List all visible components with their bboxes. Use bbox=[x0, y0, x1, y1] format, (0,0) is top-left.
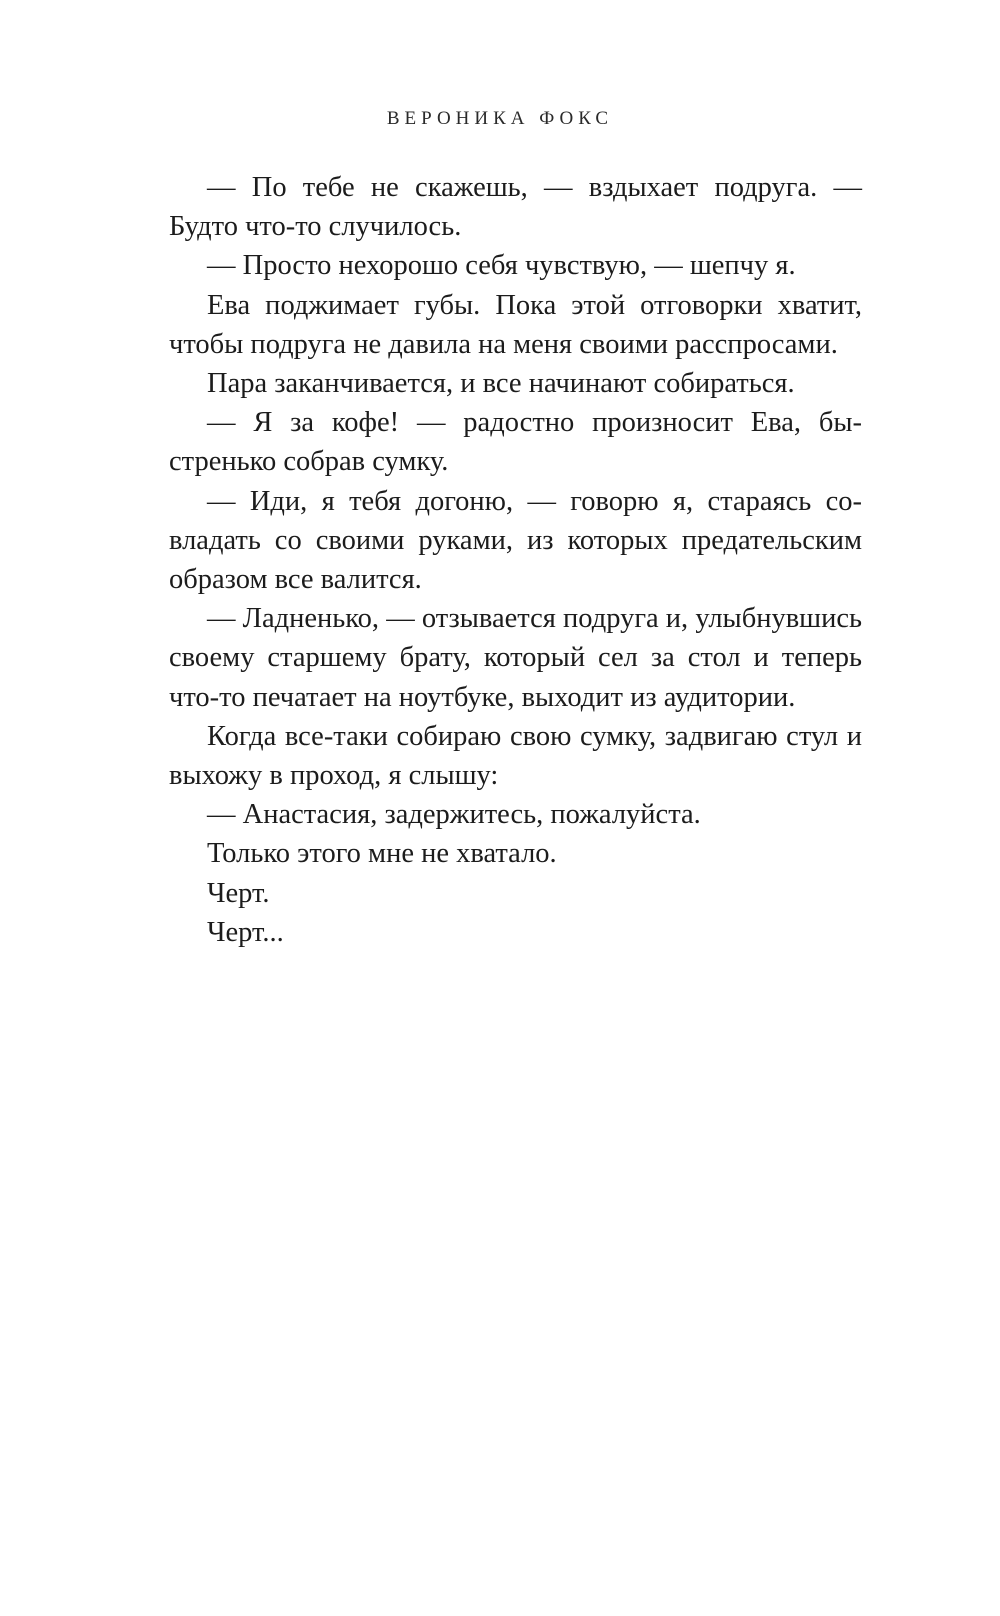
paragraph: — Ладненько, — отзывается подруга и, улыбнувшись своему старшему брату, который сел за стол и теперь что-то печатает на ноутбуке, выходит из аудитории. bbox=[169, 603, 862, 713]
paragraph: — По тебе не скажешь, — вздыхает подруга. — Будто что-то случилось. bbox=[169, 172, 862, 243]
paragraph: — Я за кофе! — радостно произносит Ева, быстренько собрав сумку. bbox=[169, 407, 862, 478]
running-header: ВЕРОНИКА ФОКС bbox=[386, 108, 614, 129]
paragraph: Черт. bbox=[207, 877, 270, 909]
paragraph: Ева поджимает губы. Пока этой отговорки хватит, чтобы подруга не давила на меня своими расспросами. bbox=[169, 289, 862, 360]
paragraph: Только этого мне не хватало. bbox=[207, 838, 557, 870]
paragraph: Черт... bbox=[207, 916, 284, 948]
paragraph: — Просто нехорошо себя чувствую, — шепчу я. bbox=[207, 250, 796, 282]
paragraph: Когда все-таки собираю свою сумку, задвигаю стул и выхожу в проход, я слышу: bbox=[169, 720, 862, 792]
paragraph: — Иди, я тебя догоню, — говорю я, стараясь совладать со своими руками, из которых предательским образом все валится. bbox=[169, 485, 862, 596]
body-text bbox=[169, 168, 862, 952]
paragraph: — Анастасия, задержитесь, пожалуйста. bbox=[207, 799, 701, 831]
paragraph: Пара заканчивается, и все начинают собираться. bbox=[207, 368, 795, 400]
